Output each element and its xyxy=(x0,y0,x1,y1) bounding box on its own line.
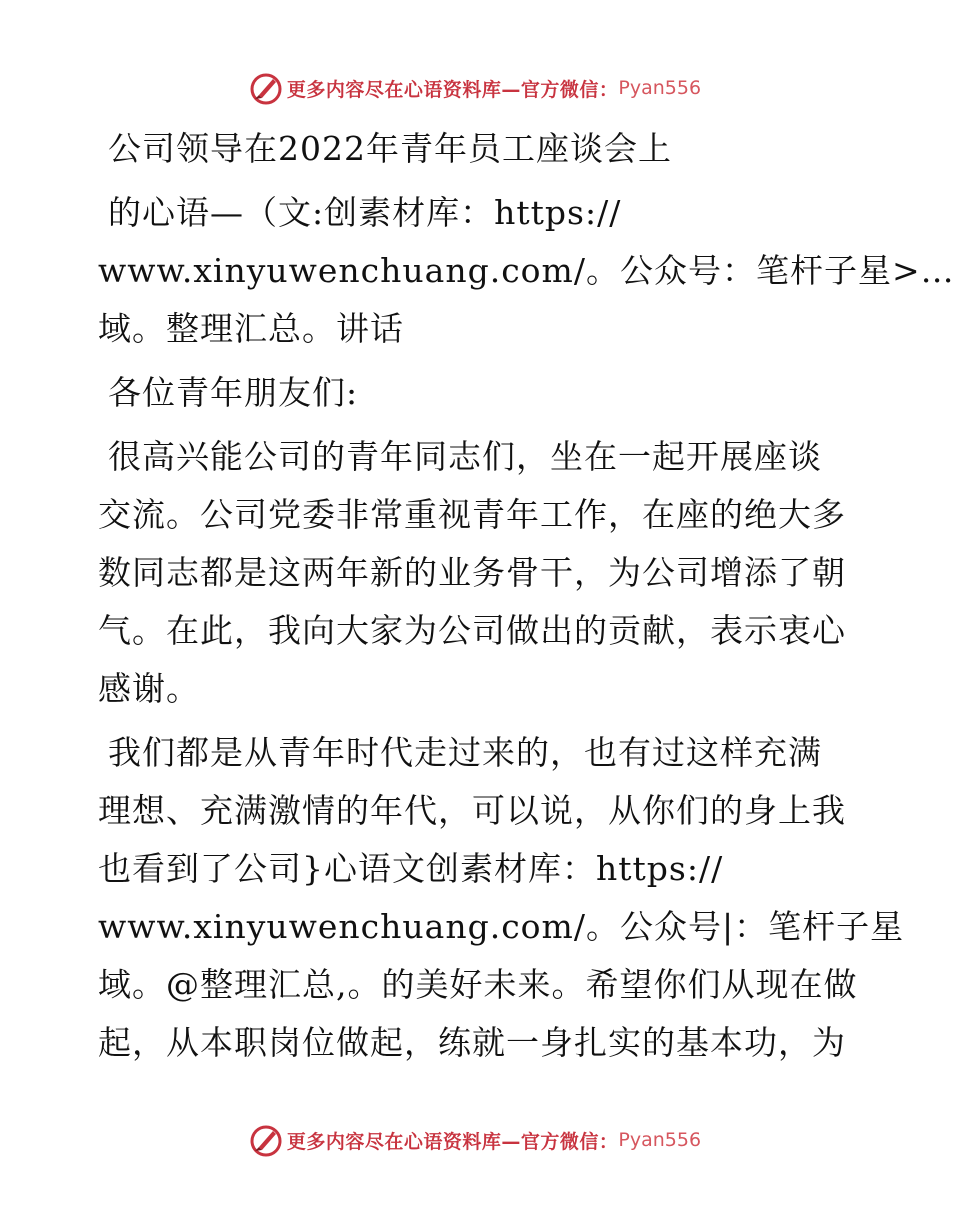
text-line: 数同志都是这两年新的业务骨干，为公司增添了朝 xyxy=(98,553,846,592)
watermark-wechat-id: Pyan556 xyxy=(618,77,702,99)
text-line: 域。整理汇总。讲话 xyxy=(98,309,404,348)
text-line: 域。@整理汇总,。的美好未来。希望你们从现在做 xyxy=(98,965,858,1004)
text-line: 感谢。 xyxy=(98,669,200,708)
text-line: 的心语—（文:创素材库：https:// xyxy=(108,193,622,232)
text-line: 各位青年朋友们: xyxy=(108,373,359,412)
paragraph xyxy=(98,428,858,718)
watermark-wechat-id: Pyan556 xyxy=(618,1129,702,1151)
paragraph xyxy=(98,120,858,178)
footer-watermark xyxy=(0,1120,950,1160)
text-line: 起，从本职岗位做起，练就一身扎实的基本功，为 xyxy=(98,1023,846,1062)
brand-logo-icon xyxy=(249,1123,283,1157)
text-line: www.xinyuwenchuang.com/。公众号：笔杆子星>… xyxy=(98,251,955,290)
watermark-text: 更多内容尽在心语资料库—官方微信： xyxy=(286,78,619,101)
document-body xyxy=(98,120,955,1072)
header-watermark xyxy=(0,68,950,108)
text-line: 公司领导在2022年青年员工座谈会上 xyxy=(108,129,672,168)
text-line: 交流。公司党委非常重视青年工作，在座的绝大多 xyxy=(98,495,846,534)
text-line: www.xinyuwenchuang.com/。公众号|：笔杆子星 xyxy=(98,907,905,946)
paragraph xyxy=(98,724,905,1072)
text-line: 很高兴能公司的青年同志们，坐在一起开展座谈 xyxy=(108,437,822,476)
paragraph xyxy=(98,364,858,422)
watermark-text: 更多内容尽在心语资料库—官方微信： xyxy=(286,1130,619,1153)
text-line: 我们都是从青年时代走过来的，也有过这样充满 xyxy=(108,733,822,772)
text-line: 理想、充满激情的年代，可以说，从你们的身上我 xyxy=(98,791,846,830)
text-line: 也看到了公司}心语文创素材库：https:// xyxy=(98,849,724,888)
text-line: 气。在此，我向大家为公司做出的贡献，表示衷心 xyxy=(98,611,846,650)
brand-logo-icon xyxy=(249,71,283,105)
paragraph xyxy=(98,184,955,358)
